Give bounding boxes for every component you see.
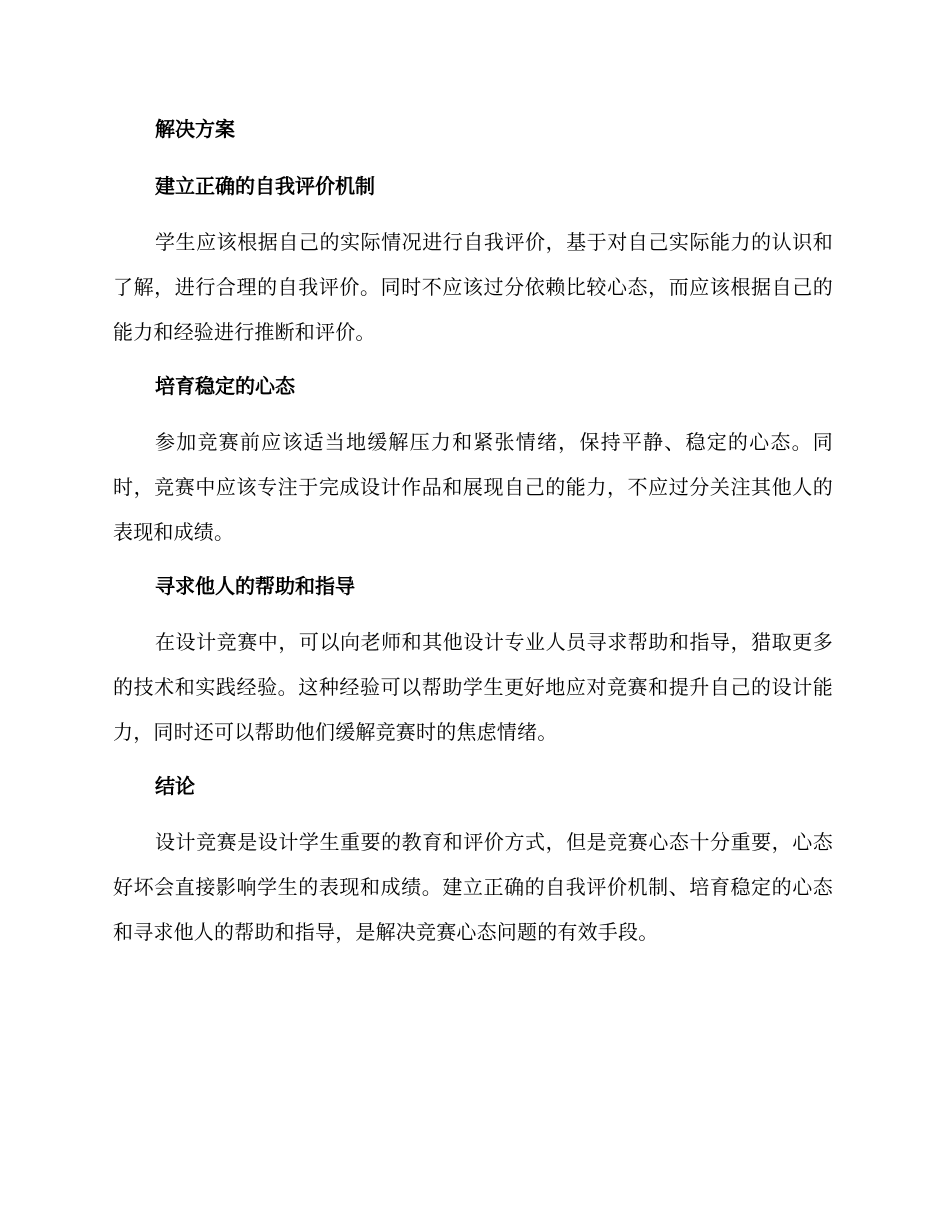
section-heading-conclusion: 结论 <box>155 774 195 798</box>
document-body <box>113 112 833 969</box>
paragraph-seek-help: 在设计竞赛中，可以向老师和其他设计专业人员寻求帮助和指导，猎取更多的技术和实践经验。这种经验可以帮助学生更好地应对竞赛和提升自己的设计能力，同时还可以帮助他们缓解竞赛时的焦虑情绪。 <box>113 630 833 744</box>
paragraph-conclusion: 设计竞赛是设计学生重要的教育和评价方式，但是竞赛心态十分重要，心态好坏会直接影响学生的表现和成绩。建立正确的自我评价机制、培育稳定的心态和寻求他人的帮助和指导，是解决竞赛心态问题的有效手段。 <box>113 830 833 944</box>
subheading-seek-help: 寻求他人的帮助和指导 <box>155 574 355 598</box>
subheading-stable-mindset: 培育稳定的心态 <box>155 374 295 398</box>
paragraph-stable-mindset: 参加竞赛前应该适当地缓解压力和紧张情绪，保持平静、稳定的心态。同时，竞赛中应该专注于完成设计作品和展现自己的能力，不应过分关注其他人的表现和成绩。 <box>113 430 833 544</box>
paragraph-self-evaluation: 学生应该根据自己的实际情况进行自我评价，基于对自己实际能力的认识和了解，进行合理的自我评价。同时不应该过分依赖比较心态，而应该根据自己的能力和经验进行推断和评价。 <box>113 230 833 344</box>
section-heading-solution: 解决方案 <box>155 117 235 141</box>
subheading-self-evaluation: 建立正确的自我评价机制 <box>155 174 375 198</box>
